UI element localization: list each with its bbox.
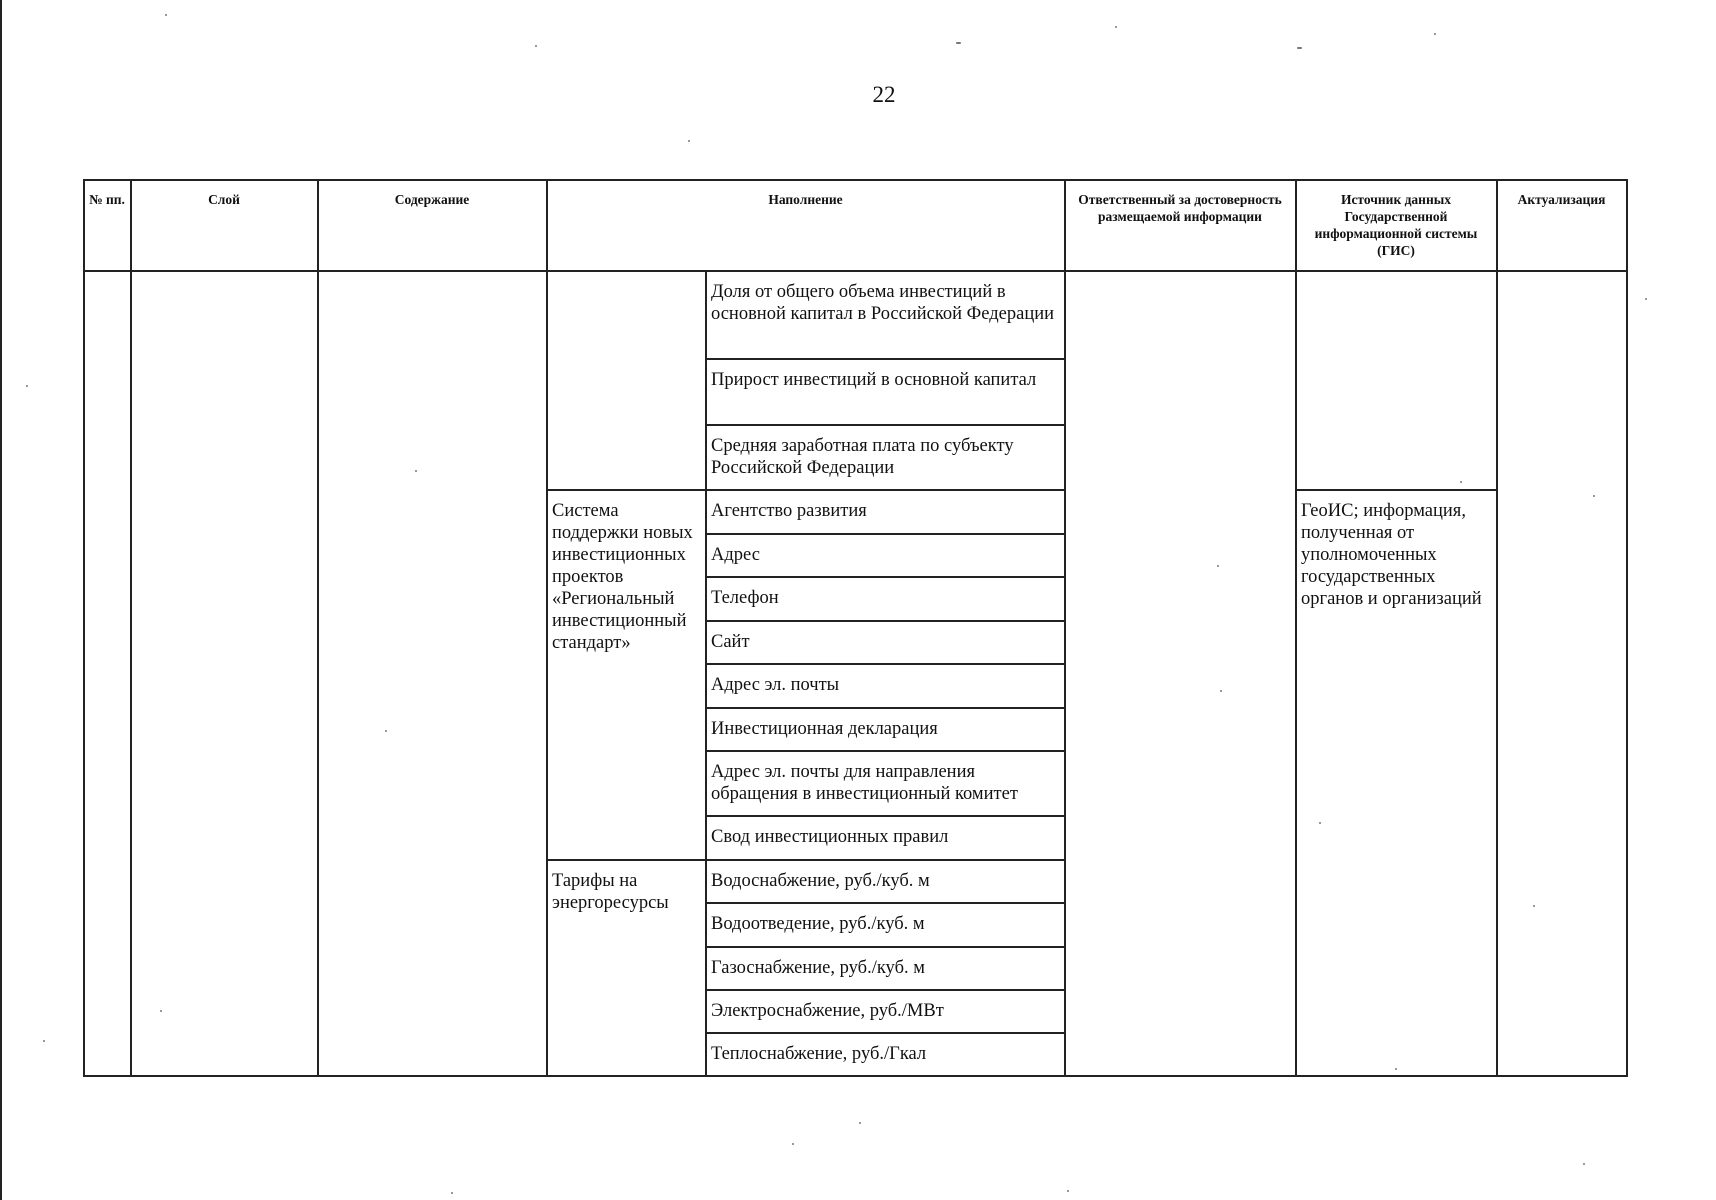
- row-rule: [546, 859, 1065, 861]
- row-rule: [705, 576, 1065, 578]
- filling-item: Агентство развития: [711, 501, 867, 521]
- filling-item: Адрес эл. почты: [711, 675, 840, 695]
- col-rule: [130, 179, 132, 1076]
- header-responsible: Ответственный за достоверность размещаемой информации: [1078, 192, 1282, 224]
- filling-item: Электроснабжение, руб./МВт: [711, 1001, 944, 1021]
- row-rule: [705, 707, 1065, 709]
- header-separator: [83, 270, 1628, 272]
- scan-speck: [1067, 1190, 1069, 1192]
- filling-item: Средняя заработная плата по субъекту Российской Федерации: [711, 436, 1014, 478]
- col-rule: [317, 179, 319, 1076]
- group-tariffs: Тарифы на энергоресурсы: [552, 871, 669, 913]
- scan-left-edge: [0, 0, 2, 1200]
- row-rule: [705, 620, 1065, 622]
- page-number: 22: [872, 82, 896, 107]
- scan-speck: [1115, 26, 1117, 28]
- row-rule: [546, 489, 1065, 491]
- filling-item: Доля от общего объема инвестиций в основной капитал в Российской Федерации: [711, 282, 1055, 324]
- source-text: ГеоИС; информация, полученная от уполномоченных государственных органов и организаций: [1301, 501, 1482, 609]
- row-rule: [705, 989, 1065, 991]
- scan-speck: [451, 1192, 453, 1194]
- header-update: Актуализация: [1517, 192, 1606, 207]
- filling-item: Телефон: [711, 588, 779, 608]
- filling-item: Водоотведение, руб./куб. м: [711, 914, 925, 934]
- header-source: Источник данных Государственной информационной системы (ГИС): [1314, 192, 1478, 258]
- scan-speck: [956, 42, 961, 44]
- col-rule: [546, 179, 548, 1076]
- scan-speck: [165, 14, 167, 16]
- header-content: Содержание: [394, 192, 470, 207]
- col-rule: [1064, 179, 1066, 1076]
- scan-speck: [43, 1040, 45, 1042]
- row-rule: [705, 663, 1065, 665]
- filling-item: Адрес: [711, 545, 760, 565]
- header-num: № пп.: [89, 192, 125, 207]
- filling-item: Водоснабжение, руб./куб. м: [711, 871, 930, 891]
- col-rule: [705, 270, 707, 1076]
- scan-speck: [1297, 47, 1302, 49]
- col-rule: [1626, 179, 1628, 1076]
- filling-item: Газоснабжение, руб./куб. м: [711, 958, 925, 978]
- table-border-bottom: [83, 1075, 1628, 1077]
- group-regional-standard: Система поддержки новых инвестиционных проектов «Региональный инвестиционный стандарт»: [552, 501, 693, 653]
- data-table: [83, 179, 1628, 1076]
- filling-item: Теплоснабжение, руб./Гкал: [711, 1044, 927, 1064]
- scan-speck: [1434, 33, 1436, 35]
- scan-speck: [1645, 298, 1647, 300]
- row-rule: [705, 902, 1065, 904]
- header-layer: Слой: [208, 192, 240, 207]
- table-border-top: [83, 179, 1628, 181]
- col-rule: [1295, 179, 1297, 1076]
- scan-speck: [26, 385, 28, 387]
- scan-speck: [1583, 1163, 1585, 1165]
- row-rule: [705, 815, 1065, 817]
- row-rule: [705, 1032, 1065, 1034]
- filling-item: Прирост инвестиций в основной капитал: [711, 370, 1037, 390]
- row-rule: [705, 533, 1065, 535]
- filling-item: Свод инвестиционных правил: [711, 827, 949, 847]
- scan-speck: [535, 45, 537, 47]
- row-rule: [1295, 489, 1496, 491]
- filling-item: Адрес эл. почты для направления обращения в инвестиционный комитет: [711, 762, 1018, 804]
- scan-speck: [688, 140, 690, 142]
- row-rule: [705, 750, 1065, 752]
- filling-item: Инвестиционная декларация: [711, 719, 938, 739]
- col-rule: [83, 179, 85, 1076]
- header-filling: Наполнение: [768, 192, 843, 207]
- filling-item: Сайт: [711, 632, 750, 652]
- row-rule: [705, 946, 1065, 948]
- scan-speck: [792, 1143, 794, 1145]
- col-rule: [1496, 179, 1498, 1076]
- scan-speck: [859, 1122, 861, 1124]
- row-rule: [705, 358, 1065, 360]
- row-rule: [705, 424, 1065, 426]
